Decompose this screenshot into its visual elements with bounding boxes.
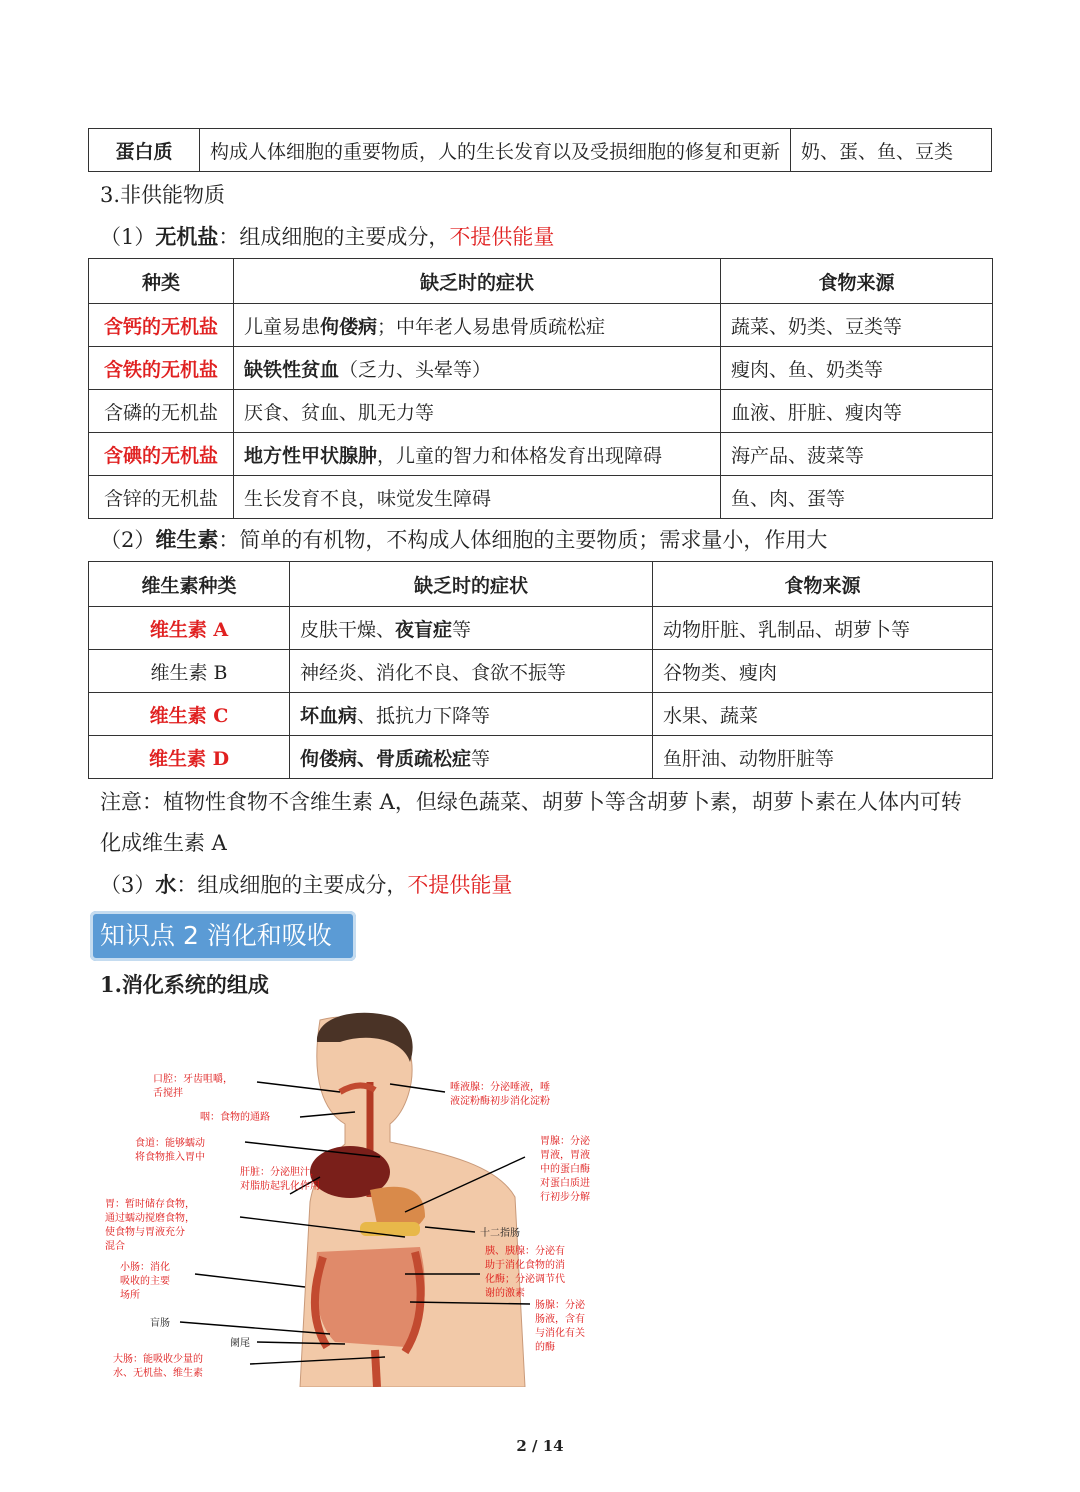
vitamin-source: 鱼肝油、动物肝脏等 <box>653 736 993 779</box>
mineral-source: 瘦肉、鱼、奶类等 <box>721 347 993 390</box>
vitamin-source: 谷物类、瘦肉 <box>653 650 993 693</box>
table-row <box>89 476 993 519</box>
diagram-label: 胃腺：分泌 <box>540 1136 590 1147</box>
table-header-row <box>89 259 993 304</box>
col-header: 食物来源 <box>653 562 993 607</box>
diagram-label: 肠腺：分泌 <box>535 1300 585 1311</box>
diagram-label: 大肠：能吸收少量的 <box>113 1354 203 1365</box>
table-header-row <box>89 562 993 607</box>
vitamin-kind: 维生素 A <box>89 607 290 650</box>
table-row <box>89 390 993 433</box>
diagram-label: 场所 <box>120 1290 140 1301</box>
diagram-label: 盲肠 <box>150 1318 170 1329</box>
intro-text: ：简单的有机物，不构成人体细胞的主要物质；需求量小，作用大 <box>218 528 828 552</box>
diagram-label: 吸收的主要 <box>120 1276 170 1287</box>
diagram-label: 肝脏：分泌胆汁， <box>240 1167 320 1178</box>
col-header: 维生素种类 <box>89 562 290 607</box>
vitamins-intro <box>100 526 827 554</box>
mineral-source: 血液、肝脏、瘦肉等 <box>721 390 993 433</box>
note-line-1: 注意：植物性食物不含维生素 A，但绿色蔬菜、胡萝卜等含胡萝卜素，胡萝卜素在人体内可转 <box>100 790 962 814</box>
mineral-source: 海产品、菠菜等 <box>721 433 993 476</box>
diagram-label: 的酶 <box>535 1342 555 1353</box>
digestive-section-title: 1.消化系统的组成 <box>100 972 269 997</box>
mineral-symptom: 儿童易患佝偻病；中年老人易患骨质疏松症 <box>234 304 721 347</box>
diagram-label: 中的蛋白酶 <box>540 1164 590 1175</box>
protein-name: 蛋白质 <box>89 129 200 172</box>
vitamin-source: 水果、蔬菜 <box>653 693 993 736</box>
mineral-kind: 含磷的无机盐 <box>89 390 234 433</box>
col-header: 种类 <box>89 259 234 304</box>
intro-red: 不提供能量 <box>449 225 555 249</box>
knowledge-point-header: 知识点 2 消化和吸收 <box>90 911 356 961</box>
diagram-label: 助于消化食物的消 <box>485 1260 565 1271</box>
diagram-label: 胰、胰腺：分泌有 <box>485 1246 565 1257</box>
table-row <box>89 607 993 650</box>
diagram-label: 阑尾 <box>230 1338 250 1349</box>
col-header: 缺乏时的症状 <box>290 562 653 607</box>
diagram-label: 液淀粉酶初步消化淀粉 <box>450 1096 550 1107</box>
protein-table <box>88 128 992 172</box>
intro-text: ：组成细胞的主要成分， <box>176 873 408 897</box>
mineral-kind: 含碘的无机盐 <box>89 433 234 476</box>
intro-prefix: （2） <box>100 528 156 552</box>
mineral-kind: 含钙的无机盐 <box>89 304 234 347</box>
diagram-label: 小肠：消化 <box>120 1262 170 1273</box>
intro-red: 不提供能量 <box>407 873 513 897</box>
intro-term: 维生素 <box>155 527 219 552</box>
intro-term: 水 <box>155 872 177 897</box>
vitamin-kind: 维生素 D <box>89 736 290 779</box>
mineral-symptom: 生长发育不良，味觉发生障碍 <box>234 476 721 519</box>
diagram-label: 对脂肪起乳化作用 <box>240 1181 320 1192</box>
diagram-label: 舌搅拌 <box>153 1088 183 1099</box>
mineral-symptom: 缺铁性贫血（乏力、头晕等） <box>234 347 721 390</box>
diagram-label: 行初步分解 <box>540 1192 590 1203</box>
diagram-label: 十二指肠 <box>480 1228 520 1239</box>
diagram-label: 水、无机盐、维生素 <box>113 1368 203 1379</box>
diagram-label: 谢的激素 <box>485 1288 525 1299</box>
diagram-label: 胃液，胃液 <box>540 1150 590 1161</box>
diagram-label: 化酶；分泌调节代 <box>485 1274 565 1285</box>
table-row <box>89 736 993 779</box>
mineral-kind: 含锌的无机盐 <box>89 476 234 519</box>
diagram-label: 通过蠕动搅磨食物， <box>105 1213 195 1224</box>
vitamin-symptom: 坏血病、抵抗力下降等 <box>290 693 653 736</box>
diagram-label: 肠液，含有 <box>535 1314 585 1325</box>
mineral-kind: 含铁的无机盐 <box>89 347 234 390</box>
vitamin-symptom: 佝偻病、骨质疏松症等 <box>290 736 653 779</box>
mineral-source: 蔬菜、奶类、豆类等 <box>721 304 993 347</box>
mineral-symptom: 地方性甲状腺肿，儿童的智力和体格发育出现障碍 <box>234 433 721 476</box>
intestines <box>315 1247 425 1347</box>
vitamin-symptom: 神经炎、消化不良、食欲不振等 <box>290 650 653 693</box>
vitamin-kind: 维生素 B <box>89 650 290 693</box>
table-row <box>89 347 993 390</box>
section3-title: 3.非供能物质 <box>100 183 226 207</box>
vitamins-table <box>88 561 993 779</box>
diagram-label: 胃：暂时储存食物， <box>105 1199 195 1210</box>
digestive-system-diagram <box>105 1012 625 1387</box>
mineral-symptom: 厌食、贫血、肌无力等 <box>234 390 721 433</box>
diagram-label: 与消化有关 <box>535 1328 585 1339</box>
table-row <box>89 304 993 347</box>
diagram-label: 将食物推入胃中 <box>135 1152 205 1163</box>
mineral-source: 鱼、肉、蛋等 <box>721 476 993 519</box>
minerals-intro <box>100 223 554 251</box>
vitamin-kind: 维生素 C <box>89 693 290 736</box>
table-row <box>89 129 992 172</box>
col-header: 缺乏时的症状 <box>234 259 721 304</box>
intro-term: 无机盐 <box>155 224 219 249</box>
table-row <box>89 693 993 736</box>
diagram-label: 唾液腺：分泌唾液，唾 <box>450 1082 550 1093</box>
minerals-table <box>88 258 993 519</box>
col-header: 食物来源 <box>721 259 993 304</box>
diagram-label: 咽：食物的通路 <box>200 1112 270 1123</box>
intro-prefix: （3） <box>100 873 156 897</box>
page-number: 2 / 14 <box>516 1437 564 1455</box>
diagram-label: 对蛋白质进 <box>540 1178 590 1189</box>
diagram-label: 口腔：牙齿咀嚼， <box>153 1074 233 1085</box>
note-line-2: 化成维生素 A <box>100 831 227 855</box>
water-intro <box>100 871 512 899</box>
pancreas <box>360 1222 420 1236</box>
intro-text: ：组成细胞的主要成分， <box>218 225 450 249</box>
diagram-label: 食道：能够蠕动 <box>135 1138 205 1149</box>
table-row <box>89 433 993 476</box>
intro-prefix: （1） <box>100 225 156 249</box>
vitamin-symptom: 皮肤干燥、夜盲症等 <box>290 607 653 650</box>
diagram-label: 使食物与胃液充分 <box>105 1227 185 1238</box>
vitamin-source: 动物肝脏、乳制品、胡萝卜等 <box>653 607 993 650</box>
diagram-label: 混合 <box>105 1241 125 1252</box>
protein-function: 构成人体细胞的重要物质，人的生长发育以及受损细胞的修复和更新 <box>200 129 791 172</box>
protein-sources: 奶、蛋、鱼、豆类 <box>791 129 992 172</box>
table-row <box>89 650 993 693</box>
